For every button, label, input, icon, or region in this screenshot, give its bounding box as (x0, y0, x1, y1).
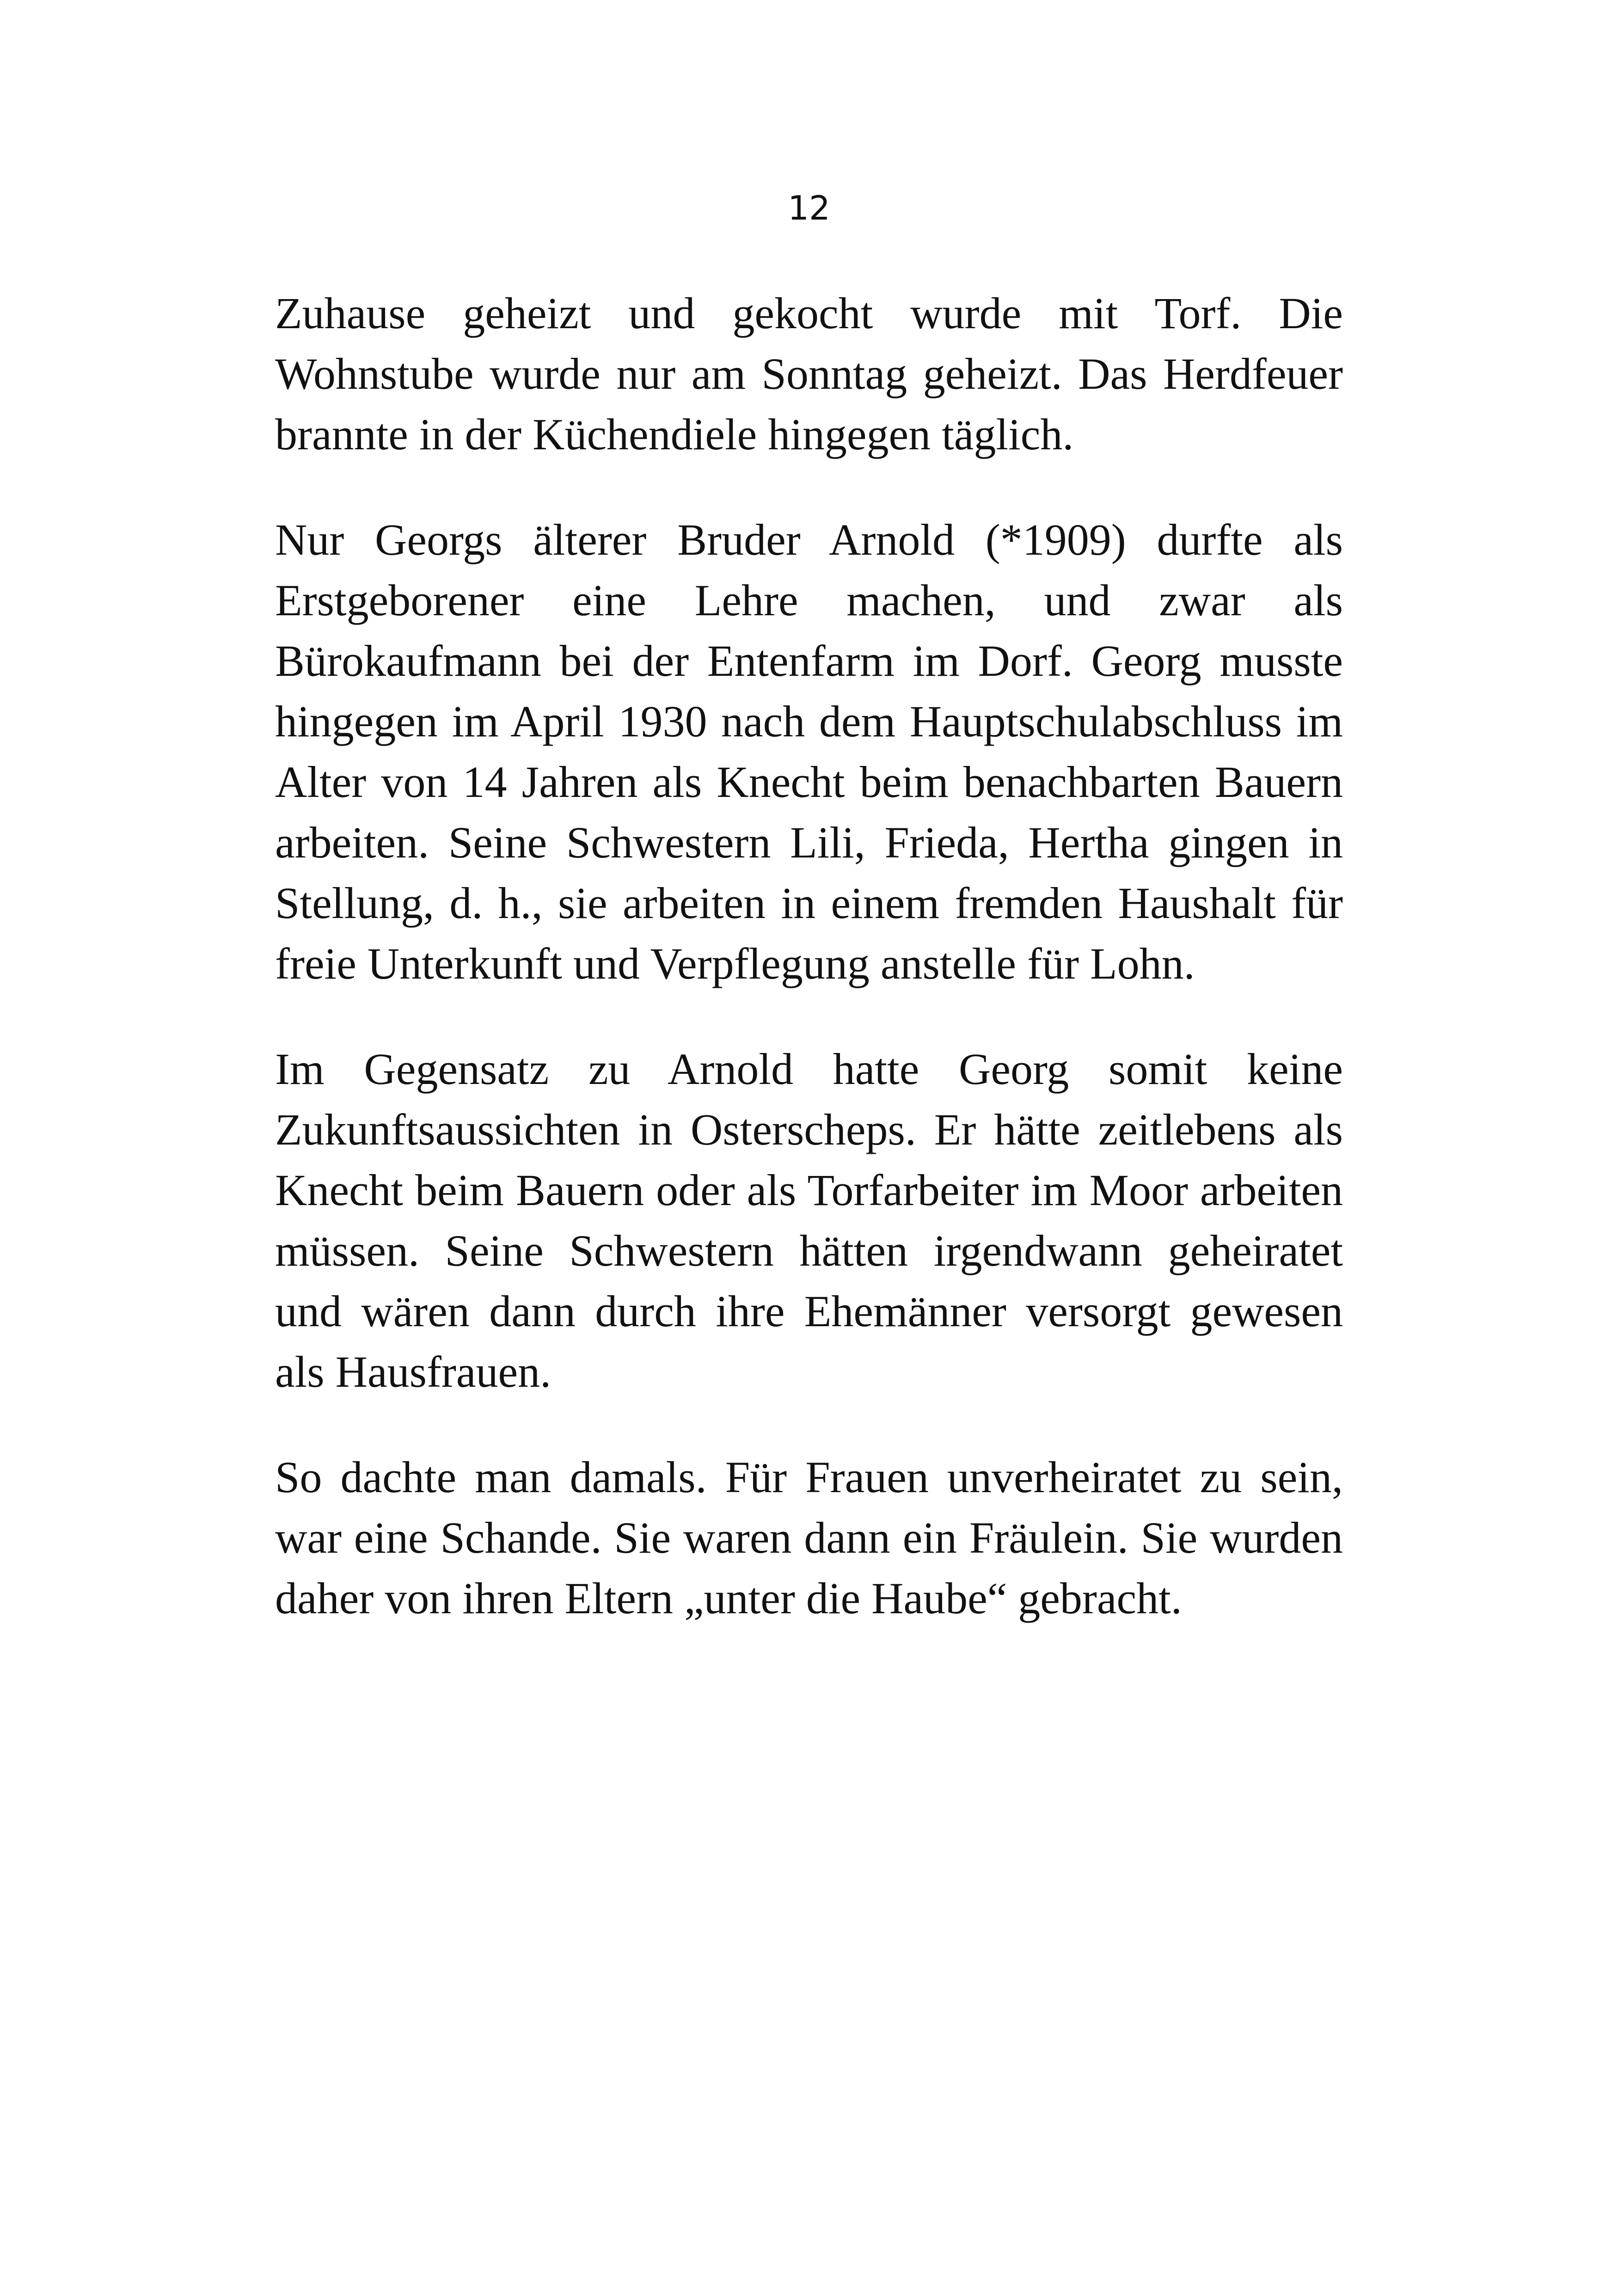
paragraph-1: Zuhause geheizt und gekocht wurde mit Torf. Die Wohnstube wurde nur am Sonntag geheizt. Das Herdfeuer brannte in der Küchendiele hingegen täglich. (275, 288, 1343, 459)
paragraph-2: Nur Georgs älterer Bruder Arnold (*1909) durfte als Erstgeborener eine Lehre machen, und zwar als Bürokaufmann bei der Entenfarm im Dorf. Georg musste hingegen im April 1930 nach dem Hauptschulabschluss im Alter von 14 Jahren als Knecht beim benachbarten Bauern arbeiten. Seine Schwestern Lili, Frieda, Hertha gingen in Stellung, d. h., sie arbeiten in einem fremden Haushalt für freie Unterkunft und Verpflegung anstelle für Lohn. (275, 515, 1343, 988)
paragraph-4: So dachte man damals. Für Frauen unverheiratet zu sein, war eine Schande. Sie waren dann ein Fräulein. Sie wurden daher von ihren Eltern „unter die Haube“ gebracht. (275, 1452, 1343, 1623)
page-number: 12 (788, 189, 830, 227)
paragraph-3: Im Gegensatz zu Arnold hatte Georg somit keine Zukunftsaussichten in Osterscheps. Er hätte zeitlebens als Knecht beim Bauern oder als Torfarbeiter im Moor arbeiten müssen. Seine Schwestern hätten irgendwann geheiratet und wären dann durch ihre Ehemänner versorgt gewesen als Hausfrauen. (275, 1044, 1343, 1396)
body-text (275, 283, 1343, 1673)
